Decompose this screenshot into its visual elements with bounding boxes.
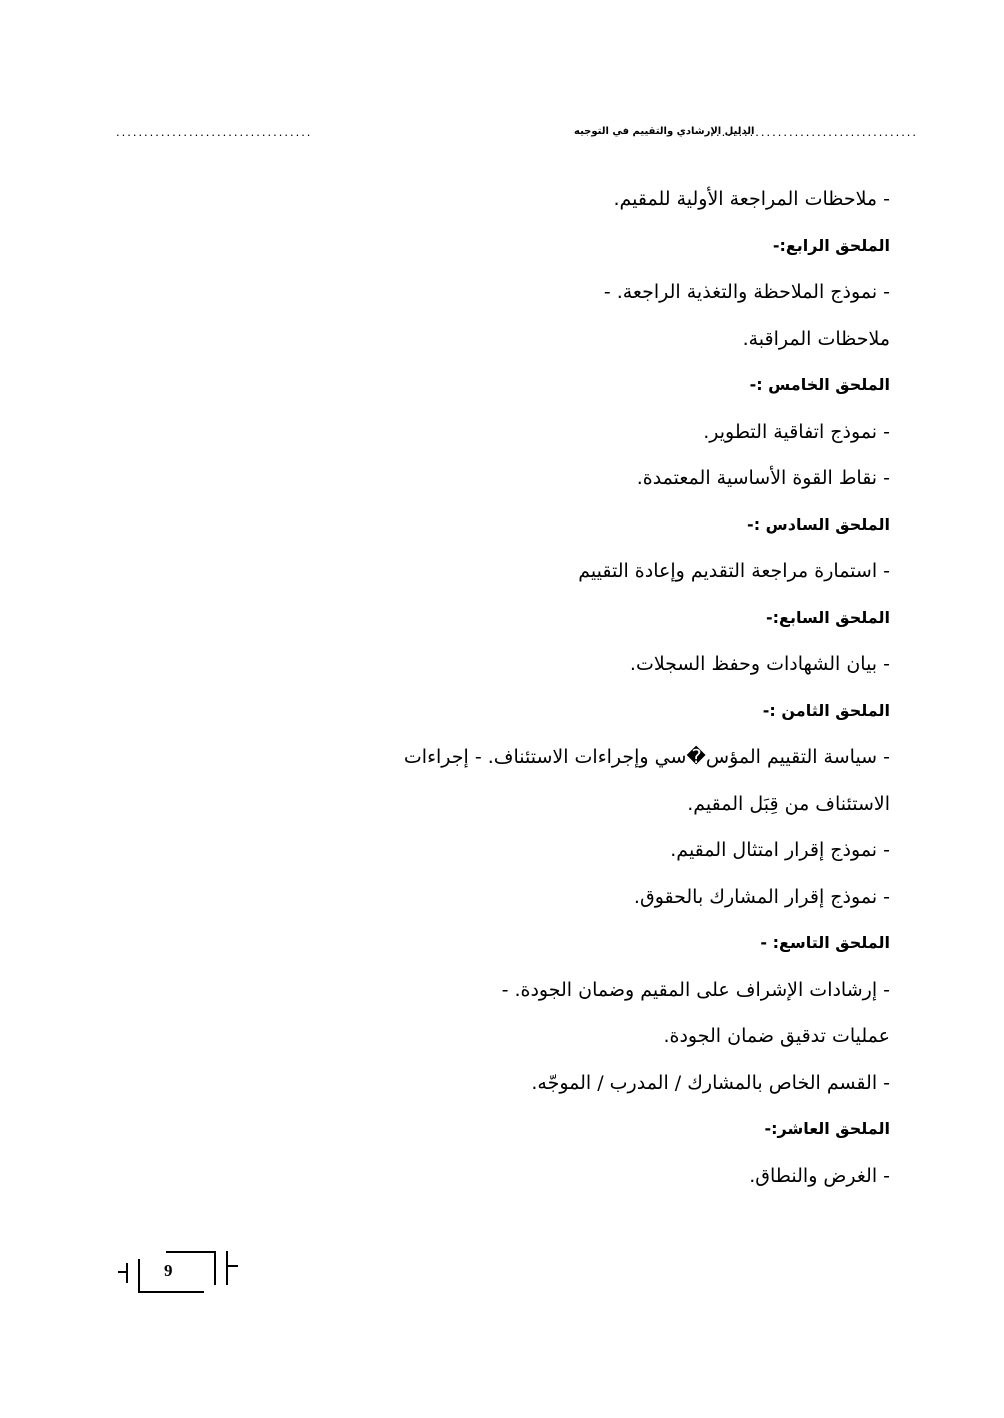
frame-tick-right xyxy=(226,1265,238,1267)
header-dotted-leader-right: .................................... xyxy=(716,124,919,139)
list-item: الاستئناف من قِبَل المقيم. xyxy=(687,792,890,815)
list-item: - نموذج إقرار امتثال المقيم. xyxy=(670,839,890,861)
list-item: - القسم الخاص بالمشارك / المدرب / الموجّه. xyxy=(531,1071,890,1094)
list-item: - نموذج إقرار المشارك بالحقوق. xyxy=(633,885,890,908)
list-item: - نقاط القوة الأساسية المعتمدة. xyxy=(636,467,890,489)
appendix-heading: الملحق الخامس :- xyxy=(749,375,890,394)
list-item: ملاحظات المراقبة. xyxy=(742,327,890,350)
appendix-heading: الملحق الرابع:- xyxy=(772,235,890,255)
page-number: 9 xyxy=(164,1261,173,1280)
list-item: - بيان الشهادات وحفظ السجلات. xyxy=(629,653,890,675)
list-item: - نموذج الملاحظة والتغذية الراجعة. - xyxy=(603,281,890,303)
list-item: - سياسة التقييم المؤس�سي وإجراءات الاستئناف. - إجراءات xyxy=(403,746,890,768)
list-item: - نموذج اتفاقية التطوير. xyxy=(703,420,890,443)
list-item: - الغرض والنطاق. xyxy=(749,1164,890,1187)
header-dotted-leader-left: ................................... xyxy=(116,124,313,139)
appendix-list xyxy=(403,176,890,1199)
appendix-heading: الملحق السادس :- xyxy=(747,514,890,534)
header-title: الدليل الإرشادي والتقييم في التوجيه xyxy=(574,126,755,137)
frame-top-rule xyxy=(166,1251,216,1253)
page-header xyxy=(116,122,919,146)
frame-stem-right-outer xyxy=(226,1251,228,1285)
page-number-box xyxy=(118,1251,240,1295)
appendix-heading: الملحق التاسع: - xyxy=(760,933,890,952)
frame-stem-right-inner xyxy=(214,1251,216,1285)
list-item: - استمارة مراجعة التقديم وإعادة التقييم xyxy=(578,560,890,582)
list-item: - إرشادات الإشراف على المقيم وضمان الجودة. - xyxy=(501,978,890,1001)
appendix-heading: الملحق السابع:- xyxy=(765,607,890,627)
frame-bottom-rule xyxy=(138,1291,204,1293)
appendix-heading: الملحق العاشر:- xyxy=(764,1119,890,1138)
appendix-heading: الملحق الثامن :- xyxy=(762,700,890,720)
list-item: - ملاحظات المراجعة الأولية للمقيم. xyxy=(613,188,890,210)
list-item: عمليات تدقيق ضمان الجودة. xyxy=(663,1025,890,1047)
frame-stem-left-inner xyxy=(138,1259,140,1293)
frame-stem-left-outer xyxy=(126,1263,128,1283)
